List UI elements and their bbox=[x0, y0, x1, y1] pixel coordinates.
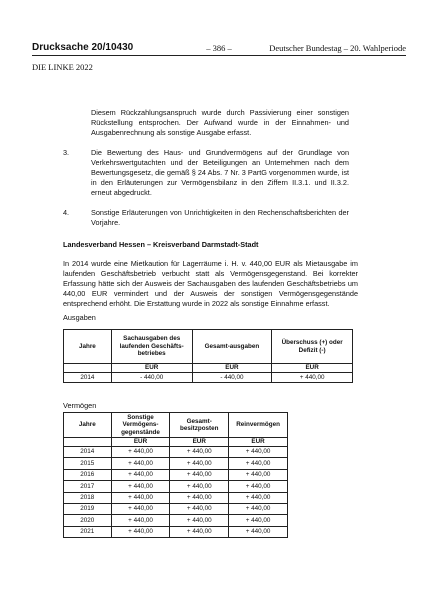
header-rule bbox=[32, 55, 406, 56]
table-cell: + 440,00 bbox=[170, 492, 229, 503]
table-cell: + 440,00 bbox=[170, 481, 229, 492]
table-cell: 2018 bbox=[64, 492, 112, 503]
table-row bbox=[64, 458, 288, 469]
table-cell: + 440,00 bbox=[170, 447, 229, 458]
table-unit-cell: EUR bbox=[192, 364, 272, 373]
table-unit-cell: EUR bbox=[272, 364, 353, 373]
ausgaben-label: Ausgaben bbox=[63, 313, 96, 322]
item-number: 3. bbox=[63, 148, 70, 157]
table-cell: 2016 bbox=[64, 469, 112, 480]
table-cell: + 440,00 bbox=[170, 458, 229, 469]
section-title: Landesverband Hessen – Kreisverband Darmstadt-Stadt bbox=[63, 240, 259, 249]
table-unit-cell bbox=[64, 364, 112, 373]
table-cell: + 440,00 bbox=[229, 447, 288, 458]
table-row bbox=[64, 481, 288, 492]
table-row bbox=[64, 503, 288, 514]
table-cell: + 440,00 bbox=[111, 447, 170, 458]
table-cell: 2014 bbox=[64, 447, 112, 458]
table-cell: + 440,00 bbox=[229, 481, 288, 492]
page-number: – 386 – bbox=[206, 43, 232, 53]
table-row bbox=[64, 447, 288, 458]
table-header-cell: Überschuss (+) oder Defizit (-) bbox=[272, 330, 353, 364]
table-unit-cell: EUR bbox=[111, 438, 170, 447]
table-cell: 2015 bbox=[64, 458, 112, 469]
table-header-cell: Reinvermögen bbox=[229, 413, 288, 438]
table-header-cell: Gesamt-besitzposten bbox=[170, 413, 229, 438]
table-cell: 2019 bbox=[64, 503, 112, 514]
table-cell: + 440,00 bbox=[229, 526, 288, 537]
item-number: 4. bbox=[63, 208, 70, 217]
table-header-cell: Jahre bbox=[64, 413, 112, 438]
vermoegen-table bbox=[63, 412, 288, 538]
party-subheader: DIE LINKE 2022 bbox=[32, 62, 93, 72]
item-text: Die Bewertung des Haus- und Grundvermögens auf der Grundlage von Verkehrswertgutachten und der Beteiligungen an Unternehmen nach dem Bewertungsgesetz, die gemäß § 24 Abs. 7 Nr. 3 PartG vorgenommen wurde, ist in den Erläuterungen zur Vermögensbilanz in den Ziffern II.3.1. und II.3.2. erneut abgedruckt. bbox=[91, 148, 349, 197]
intro-paragraph: Diesem Rückzahlungsanspruch wurde durch Passivierung einer sonstigen Rückstellung entsprochen. Der Aufwand wurde in der Einnahmen- und Ausgabenrechnung als sonstige Ausgabe erfasst. bbox=[91, 108, 349, 137]
drucksache-number: Drucksache 20/10430 bbox=[32, 42, 134, 53]
table-cell: + 440,00 bbox=[229, 492, 288, 503]
table-cell: + 440,00 bbox=[111, 515, 170, 526]
list-item bbox=[63, 148, 353, 198]
table-row bbox=[64, 515, 288, 526]
table-cell: + 440,00 bbox=[111, 469, 170, 480]
table-cell: 2014 bbox=[64, 373, 112, 383]
table-unit-cell bbox=[64, 438, 112, 447]
page-header bbox=[32, 42, 406, 54]
vermoegen-label: Vermögen bbox=[63, 401, 97, 410]
table-cell: - 440,00 bbox=[192, 373, 272, 383]
table-cell: 2021 bbox=[64, 526, 112, 537]
table-row bbox=[64, 492, 288, 503]
table-cell: + 440,00 bbox=[170, 526, 229, 537]
table-row bbox=[64, 469, 288, 480]
table-cell: 2020 bbox=[64, 515, 112, 526]
table-cell: + 440,00 bbox=[170, 469, 229, 480]
item-text: Sonstige Erläuterungen von Unrichtigkeiten in den Rechenschaftsberichten der Vorjahre. bbox=[91, 208, 349, 227]
table-cell: + 440,00 bbox=[229, 469, 288, 480]
table-unit-cell: EUR bbox=[170, 438, 229, 447]
table-row bbox=[64, 526, 288, 537]
ausgaben-table bbox=[63, 329, 353, 383]
table-cell: + 440,00 bbox=[170, 515, 229, 526]
table-cell: - 440,00 bbox=[111, 373, 192, 383]
table-cell: + 440,00 bbox=[111, 481, 170, 492]
table-cell: + 440,00 bbox=[111, 492, 170, 503]
table-header-cell: Sonstige Vermögens-gegenstände bbox=[111, 413, 170, 438]
table-cell: + 440,00 bbox=[229, 515, 288, 526]
table-cell: + 440,00 bbox=[111, 458, 170, 469]
table-cell: + 440,00 bbox=[229, 503, 288, 514]
table-cell: 2017 bbox=[64, 481, 112, 492]
table-cell: + 440,00 bbox=[229, 458, 288, 469]
table-cell: + 440,00 bbox=[272, 373, 353, 383]
table-cell: + 440,00 bbox=[170, 503, 229, 514]
table-cell: + 440,00 bbox=[111, 503, 170, 514]
table-header-cell: Jahre bbox=[64, 330, 112, 364]
table-unit-cell: EUR bbox=[111, 364, 192, 373]
table-unit-cell: EUR bbox=[229, 438, 288, 447]
table-row bbox=[64, 373, 353, 383]
table-header-cell: Sachausgaben des laufenden Geschäfts-betriebes bbox=[111, 330, 192, 364]
list-item bbox=[63, 208, 353, 228]
header-parliament: Deutscher Bundestag – 20. Wahlperiode bbox=[269, 43, 406, 53]
table-header-cell: Gesamt-ausgaben bbox=[192, 330, 272, 364]
table-cell: + 440,00 bbox=[111, 526, 170, 537]
section-paragraph: In 2014 wurde eine Mietkaution für Lagerräume i. H. v. 440,00 EUR als Mietausgabe im laufenden Geschäftsbetrieb verbucht statt als Vermögensgegenstand. Bei korrekter Erfassung hätte sich der Ausweis der Sachausgaben des laufenden Geschäftsbetriebs um 440,00 EUR vermindert und der Ausweis der sonstigen Vermögensgegenstände entsprechend erhöht. Die Erstattung wurde in 2022 als sonstige Einnahme erfasst. bbox=[63, 259, 358, 308]
